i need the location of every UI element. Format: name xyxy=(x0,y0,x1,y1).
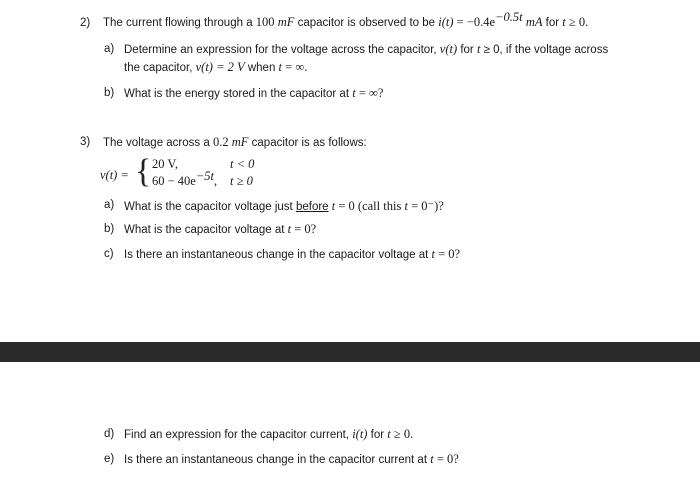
q2a-line1 xyxy=(124,42,608,57)
q3d-label: d) xyxy=(104,428,115,440)
q3-case1-value: 20 V, xyxy=(152,157,178,171)
q3a-text: What is the capacitor voltage just xyxy=(124,201,296,213)
q3-stem-end: capacitor is as follows: xyxy=(248,137,367,149)
q3-unit: mF xyxy=(231,135,249,149)
q3b-end: = 0? xyxy=(291,222,317,236)
q3-case2-exponent: −5t xyxy=(195,169,215,184)
q3-case2 xyxy=(152,169,218,189)
q3-case2-condition: t ≥ 0 xyxy=(230,174,253,188)
q2-ge0: ≥ 0. xyxy=(565,15,589,29)
q3e-t: t xyxy=(430,452,434,466)
q2-ma-unit: mA xyxy=(525,15,543,29)
q2-t: t xyxy=(562,15,566,29)
q2a-text: Determine an expression for the voltage across the capacitor, xyxy=(124,44,440,56)
q3c-label: c) xyxy=(104,248,114,260)
q2b-t: t xyxy=(352,86,356,100)
q3d-line xyxy=(124,427,413,442)
q3e-end: = 0? xyxy=(433,452,459,466)
q2-capacitance: 100 xyxy=(255,15,275,29)
q3c-end: = 0? xyxy=(435,247,461,261)
q2a-line2 xyxy=(124,60,307,75)
q3d-t: t xyxy=(387,427,391,441)
q3e-line xyxy=(124,452,459,467)
q2a-vt: v(t) xyxy=(439,42,458,56)
q3-case1-condition: t < 0 xyxy=(230,157,255,171)
q3-case2-comma: , xyxy=(214,174,218,188)
q3a-before: before xyxy=(295,201,329,213)
q3a-t2: t xyxy=(404,199,408,213)
q3b-text: What is the capacitor voltage at xyxy=(124,224,288,236)
q2-stem-text-mid: capacitor is observed to be xyxy=(294,17,439,29)
q3a-label: a) xyxy=(104,199,115,211)
q3-lhs: v(t) = xyxy=(100,168,129,182)
q2a-t2: t xyxy=(278,60,283,74)
q2a-label: a) xyxy=(104,43,115,55)
q3-stem-text: The voltage across a xyxy=(103,137,213,149)
brace-icon: { xyxy=(135,153,152,190)
q2-stem xyxy=(103,10,589,30)
q3-stem xyxy=(103,135,367,150)
q2-exponent: −0.5t xyxy=(495,10,523,25)
q3c-t: t xyxy=(431,247,435,261)
q2a-text2: the capacitor, xyxy=(124,62,196,74)
q3d-for: for xyxy=(367,429,388,441)
q2b-label: b) xyxy=(104,87,115,99)
q3b-line xyxy=(124,222,316,237)
q3d-text: Find an expression for the capacitor current, xyxy=(124,429,353,441)
q2-eq: = −0.4e xyxy=(453,15,496,29)
q3d-end: ≥ 0. xyxy=(390,427,414,441)
q2-for: for xyxy=(542,17,563,29)
q2b-end: = ∞? xyxy=(355,86,384,100)
q3b-label: b) xyxy=(104,223,115,235)
q2a-when: when xyxy=(244,62,279,74)
q3a-t: t xyxy=(331,199,336,213)
page-divider-bar xyxy=(0,342,700,362)
q3c-line xyxy=(124,247,460,262)
q3a-mid: = 0 (call this xyxy=(335,199,405,213)
q2-stem-text: The current flowing through a xyxy=(103,17,256,29)
q3e-label: e) xyxy=(104,453,115,465)
q2-func: i(t) xyxy=(438,15,454,29)
q2a-end: = ∞. xyxy=(282,60,308,74)
q3c-text: Is there an instantaneous change in the capacitor voltage at xyxy=(124,249,432,261)
q2a-v2: v(t) = 2 V xyxy=(195,60,245,74)
q2a-t: t xyxy=(476,42,481,56)
q2b-text: What is the energy stored in the capacitor at xyxy=(124,88,353,100)
q3-piecewise-function xyxy=(100,153,300,196)
q2a-text-end: ≥ 0, if the voltage across xyxy=(480,44,609,56)
q3-capacitance: 0.2 xyxy=(212,135,229,149)
q3-case2-value: 60 − 40e xyxy=(152,174,196,188)
q3a-end: = 0⁻)? xyxy=(407,199,444,213)
q3e-text: Is there an instantaneous change in the capacitor current at xyxy=(124,454,431,466)
q3b-t: t xyxy=(287,222,292,236)
q2-number: 2) xyxy=(80,17,91,29)
q2b-line xyxy=(124,86,383,101)
q3a-line xyxy=(124,198,444,214)
q3d-it: i(t) xyxy=(352,427,368,441)
q3-number: 3) xyxy=(80,136,91,148)
q2-unit: mF xyxy=(277,15,295,29)
q2a-for: for xyxy=(457,44,477,56)
